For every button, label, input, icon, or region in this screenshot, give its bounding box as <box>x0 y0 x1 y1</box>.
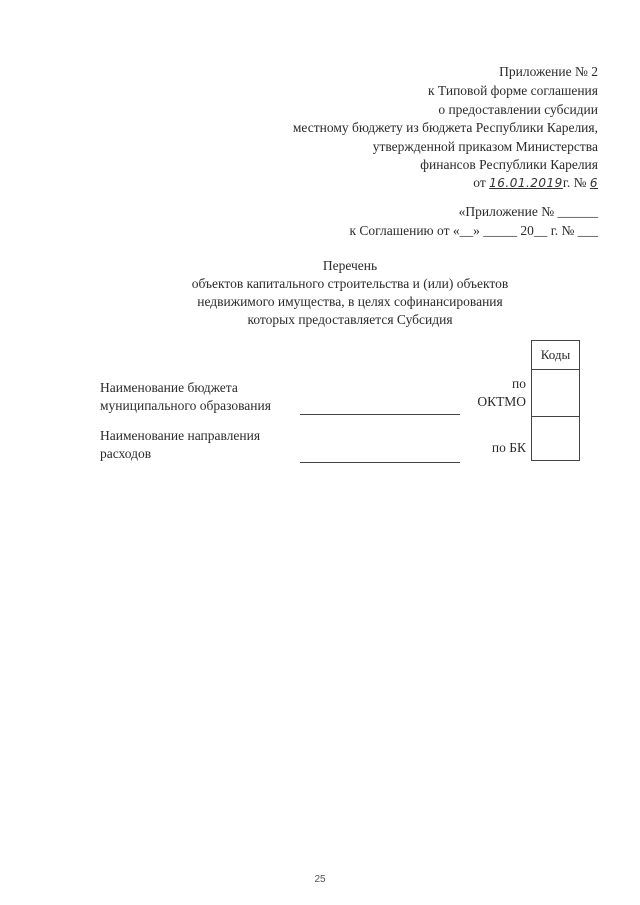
bk-label: по БК <box>491 440 526 455</box>
order-prefix: от <box>473 175 486 190</box>
agreement-reference: к Соглашению от «__» _____ 20__ г. № ___ <box>349 223 598 238</box>
direction-label-2: расходов <box>100 446 152 461</box>
annex-line: «Приложение № ______ <box>458 204 598 219</box>
title-line: недвижимого имущества, в целях софинансирования <box>197 294 503 309</box>
budget-name-label: Наименование бюджета <box>100 380 238 395</box>
codes-table <box>531 340 580 461</box>
codes-header: Коды <box>532 341 579 370</box>
oktmo-code-cell[interactable] <box>532 370 579 417</box>
direction-label: Наименование направления <box>100 428 261 443</box>
oktmo-label-prefix: по <box>512 376 526 391</box>
title-line: которых предоставляется Субсидия <box>247 312 453 327</box>
header-line: утвержденной приказом Министерства <box>372 139 598 154</box>
budget-name-label-2: муниципального образования <box>100 398 271 413</box>
title-line: объектов капитального строительства и (или) объектов <box>191 276 509 291</box>
header-line: местному бюджету из бюджета Республики Карелия, <box>292 120 598 135</box>
order-date-handwritten: 16.01.2019 <box>489 176 563 190</box>
direction-field[interactable] <box>300 462 460 463</box>
bk-code-cell[interactable] <box>532 417 579 463</box>
document-title: Перечень <box>322 258 378 273</box>
header-line: финансов Республики Карелия <box>420 157 598 172</box>
order-line <box>473 175 598 191</box>
oktmo-label: ОКТМО <box>477 394 526 409</box>
header-line: о предоставлении субсидии <box>438 102 598 117</box>
order-number-handwritten: 6 <box>589 176 598 190</box>
page-number: 25 <box>314 874 326 885</box>
header-line: к Типовой форме соглашения <box>428 83 598 98</box>
appendix-number: Приложение № 2 <box>499 64 598 79</box>
order-mid: г. № <box>562 175 587 190</box>
budget-name-field[interactable] <box>300 414 460 415</box>
